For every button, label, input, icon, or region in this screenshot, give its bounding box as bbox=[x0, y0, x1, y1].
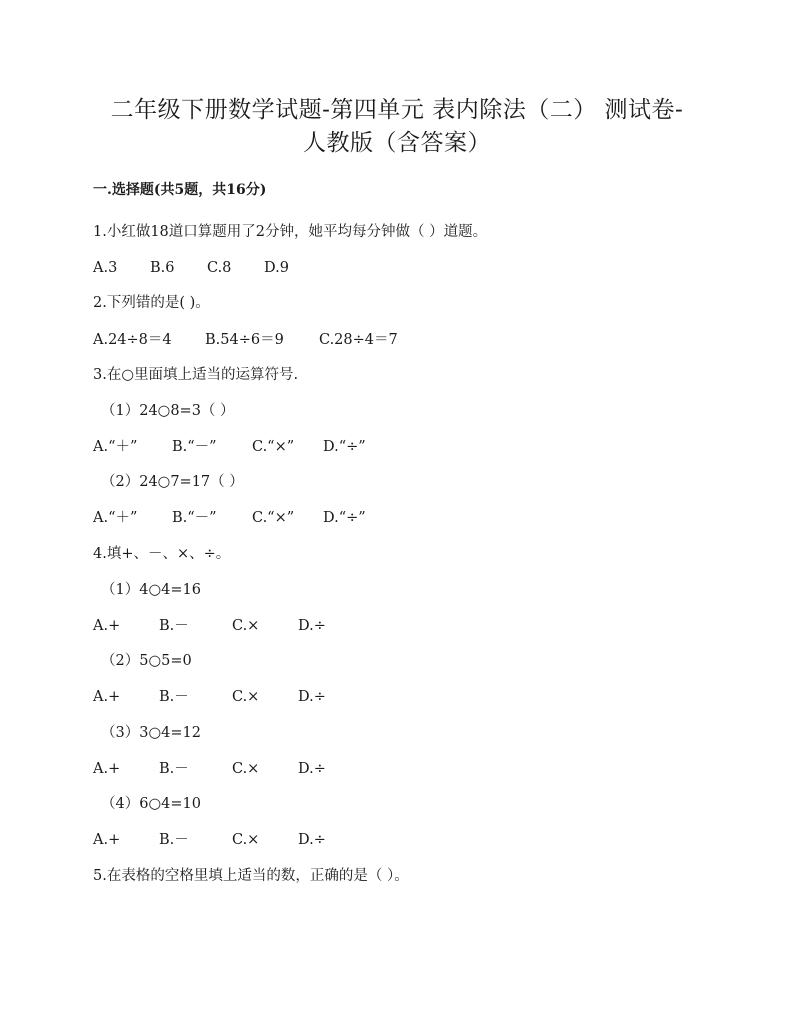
question-4-sub-3-options bbox=[93, 759, 713, 779]
option-c[interactable]: C.× bbox=[232, 761, 260, 777]
question-4-sub-2-options bbox=[93, 687, 713, 707]
option-a[interactable]: A.+ bbox=[93, 689, 121, 705]
option-d[interactable]: D.“÷” bbox=[323, 510, 366, 526]
document-title-line-1: 二年级下册数学试题-第四单元 表内除法（二） 测试卷- bbox=[110, 97, 684, 123]
option-b[interactable]: B.－ bbox=[159, 761, 189, 777]
question-3-stem: 3.在○里面填上适当的运算符号. bbox=[93, 367, 299, 383]
document-title-line-2: 人教版（含答案） bbox=[303, 130, 491, 156]
question-3-sub-1-options bbox=[93, 437, 713, 457]
option-a[interactable]: A.+ bbox=[93, 618, 121, 634]
option-a[interactable]: A.“＋” bbox=[93, 510, 138, 526]
question-2-options bbox=[93, 330, 713, 350]
option-d[interactable]: D.9 bbox=[264, 260, 289, 276]
question-4-sub-4-options bbox=[93, 830, 713, 850]
question-1-stem: 1.小红做18道口算题用了2分钟，她平均每分钟做（ ）道题。 bbox=[93, 224, 488, 240]
option-c[interactable]: C.× bbox=[232, 832, 260, 848]
option-a[interactable]: A.3 bbox=[93, 260, 118, 276]
option-b[interactable]: B.“－” bbox=[172, 439, 217, 455]
question-4-sub-4-stem: （4）6○4=10 bbox=[101, 796, 201, 812]
question-3-sub-1-stem: （1）24○8=3（ ） bbox=[101, 403, 235, 419]
option-d[interactable]: D.÷ bbox=[298, 618, 326, 634]
option-c[interactable]: C.“×” bbox=[252, 439, 295, 455]
option-a[interactable]: A.+ bbox=[93, 761, 121, 777]
option-b[interactable]: B.“－” bbox=[172, 510, 217, 526]
question-5-stem: 5.在表格的空格里填上适当的数，正确的是（ ）。 bbox=[93, 868, 409, 884]
option-a[interactable]: A.“＋” bbox=[93, 439, 138, 455]
question-4-sub-1-options bbox=[93, 616, 713, 636]
option-a[interactable]: A.24÷8＝4 bbox=[93, 332, 172, 348]
option-c[interactable]: C.8 bbox=[207, 260, 232, 276]
option-b[interactable]: B.－ bbox=[159, 832, 189, 848]
question-2-stem: 2.下列错的是( )。 bbox=[93, 295, 210, 311]
question-4-sub-1-stem: （1）4○4=16 bbox=[101, 582, 201, 598]
option-c[interactable]: C.× bbox=[232, 689, 260, 705]
question-3-sub-2-options bbox=[93, 508, 713, 528]
question-1-options bbox=[93, 258, 713, 278]
question-4-stem: 4.填+、－、×、÷。 bbox=[93, 546, 231, 562]
option-b[interactable]: B.54÷6＝9 bbox=[205, 332, 284, 348]
option-d[interactable]: D.“÷” bbox=[323, 439, 366, 455]
option-d[interactable]: D.÷ bbox=[298, 689, 326, 705]
option-c[interactable]: C.“×” bbox=[252, 510, 295, 526]
option-a[interactable]: A.+ bbox=[93, 832, 121, 848]
question-3-sub-2-stem: （2）24○7=17（ ） bbox=[101, 474, 244, 490]
option-c[interactable]: C.× bbox=[232, 618, 260, 634]
question-4-sub-2-stem: （2）5○5=0 bbox=[101, 653, 192, 669]
option-d[interactable]: D.÷ bbox=[298, 832, 326, 848]
option-d[interactable]: D.÷ bbox=[298, 761, 326, 777]
option-b[interactable]: B.－ bbox=[159, 689, 189, 705]
section-heading-multiple-choice: 一.选择题(共5题，共16分) bbox=[93, 182, 267, 198]
option-c[interactable]: C.28÷4＝7 bbox=[319, 332, 398, 348]
option-b[interactable]: B.6 bbox=[150, 260, 175, 276]
option-b[interactable]: B.－ bbox=[159, 618, 189, 634]
question-4-sub-3-stem: （3）3○4=12 bbox=[101, 725, 201, 741]
